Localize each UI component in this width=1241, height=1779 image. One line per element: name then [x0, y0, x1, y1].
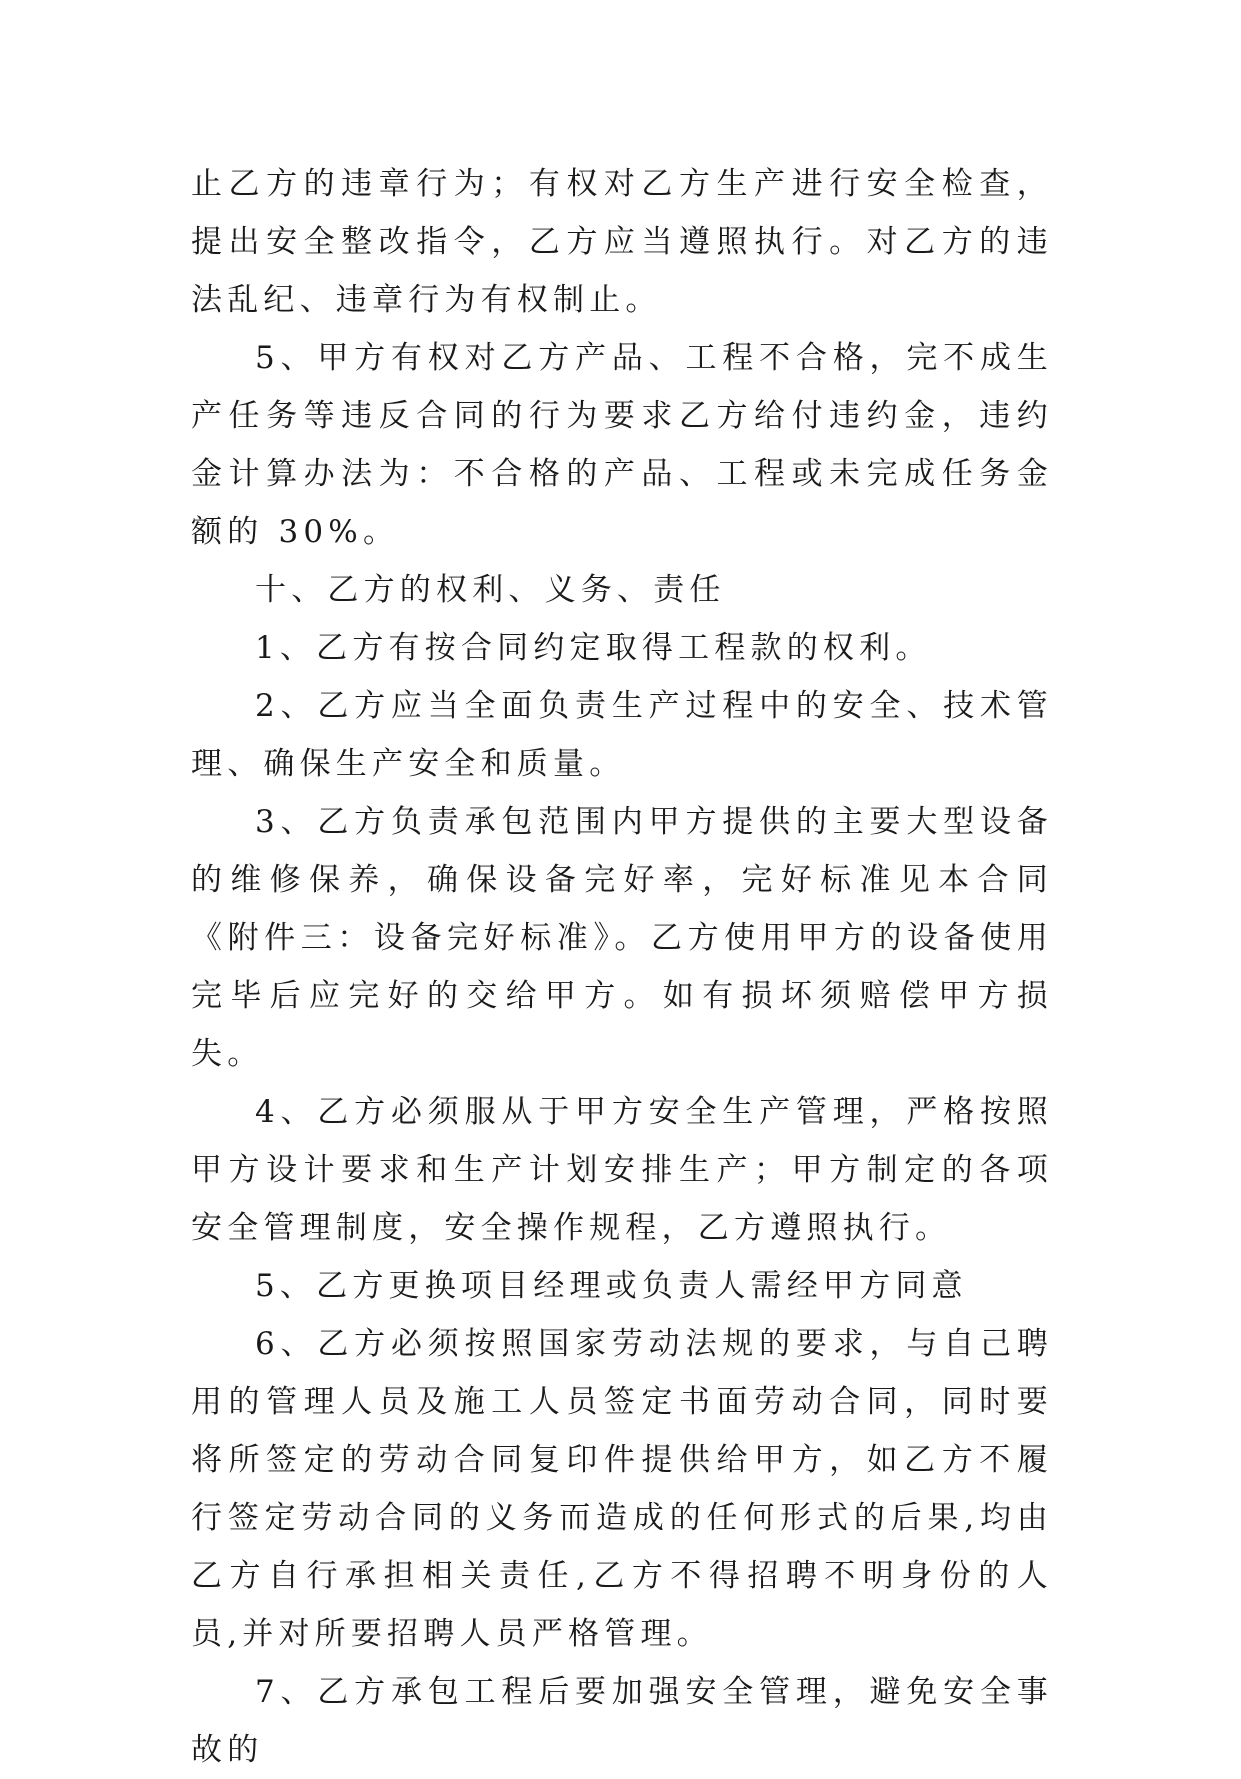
document-body	[191, 155, 1053, 1779]
paragraph-clause-10-5: 5、乙方更换项目经理或负责人需经甲方同意	[255, 1268, 968, 1304]
paragraph-clause-10-7: 7、乙方承包工程后要加强安全管理，避免安全事故的	[191, 1674, 1053, 1768]
section-heading-10: 十、乙方的权利、义务、责任	[255, 572, 726, 608]
paragraph-clause-10-6: 6、乙方必须按照国家劳动法规的要求，与自己聘用的管理人员及施工人员签定书面劳动合同，同时要将所签定的劳动合同复印件提供给甲方，如乙方不履行签定劳动合同的义务而造成的任何形式的后果,均由乙方自行承担相关责任,乙方不得招聘不明身份的人员,并对所要招聘人员严格管理。	[191, 1326, 1053, 1652]
paragraph-clause-10-1: 1、乙方有按合同约定取得工程款的权利。	[255, 630, 932, 666]
paragraph-continuation: 止乙方的违章行为；有权对乙方生产进行安全检查，提出安全整改指令，乙方应当遵照执行。对乙方的违法乱纪、违章行为有权制止。	[191, 166, 1053, 318]
paragraph-clause-9-5: 5、甲方有权对乙方产品、工程不合格，完不成生产任务等违反合同的行为要求乙方给付违约金，违约金计算办法为：不合格的产品、工程或未完成任务金额的 30%。	[191, 340, 1053, 550]
paragraph-clause-10-2: 2、乙方应当全面负责生产过程中的安全、技术管理、确保生产安全和质量。	[191, 688, 1053, 782]
paragraph-clause-10-4: 4、乙方必须服从于甲方安全生产管理，严格按照甲方设计要求和生产计划安排生产；甲方制定的各项安全管理制度，安全操作规程，乙方遵照执行。	[191, 1094, 1053, 1246]
paragraph-clause-10-3: 3、乙方负责承包范围内甲方提供的主要大型设备的维修保养，确保设备完好率，完好标准见本合同《附件三：设备完好标准》。乙方使用甲方的设备使用完毕后应完好的交给甲方。如有损坏须赔偿甲方损失。	[191, 804, 1053, 1072]
